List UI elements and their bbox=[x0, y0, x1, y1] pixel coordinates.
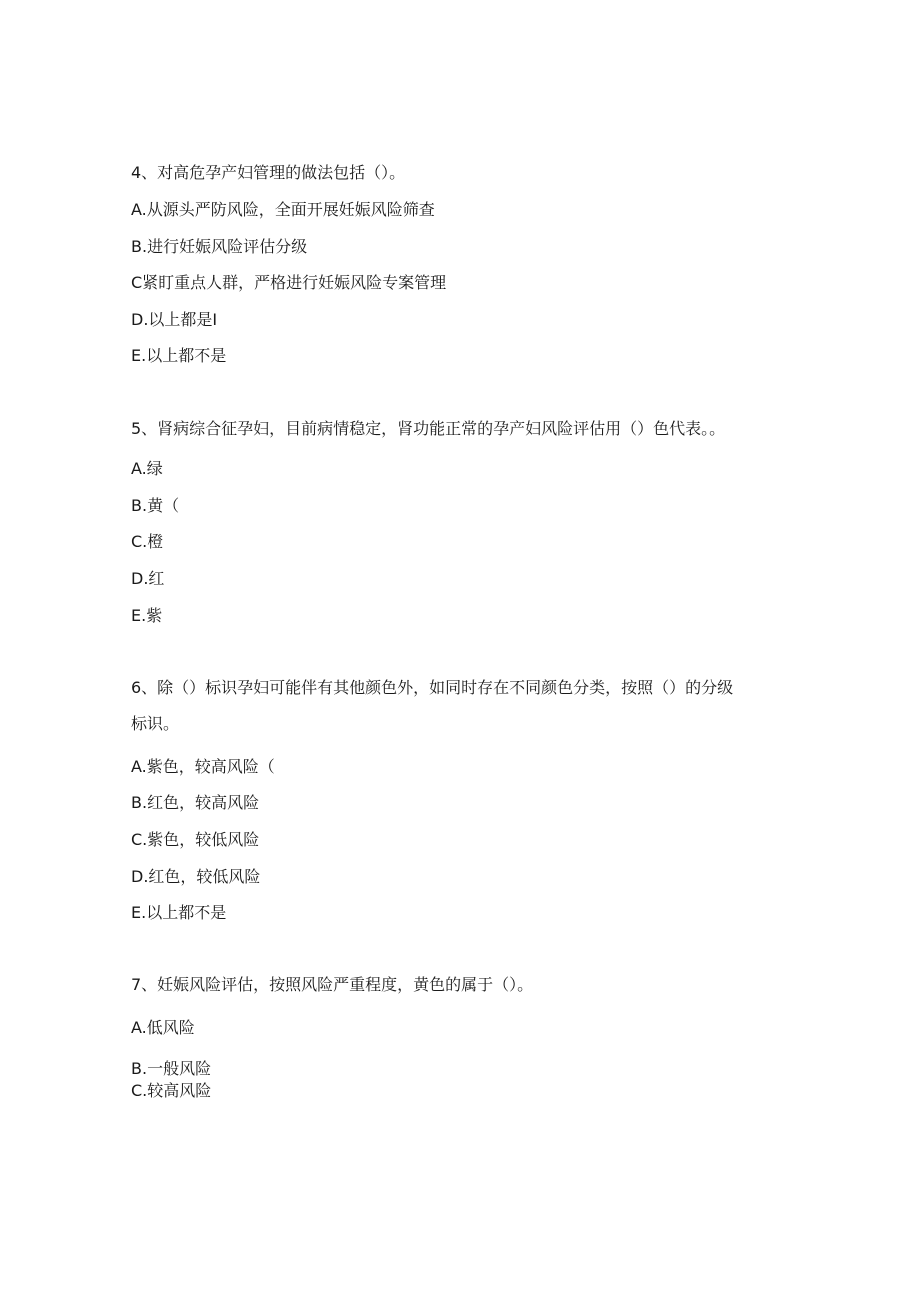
question-5-option-c: C.橙 bbox=[131, 532, 164, 551]
question-4-option-e: E.以上都不是 bbox=[131, 346, 227, 365]
question-6-option-d: D.红色，较低风险 bbox=[131, 867, 261, 886]
question-4-option-d: D.以上都是I bbox=[131, 310, 218, 329]
question-7-option-c: C.较高风险 bbox=[131, 1081, 212, 1100]
question-6-option-a: A.紫色，较高风险（ bbox=[131, 757, 275, 776]
question-7-stem: 7、妊娠风险评估，按照风险严重程度，黄色的属于（）。 bbox=[131, 975, 534, 994]
question-4-option-b: B.进行妊娠风险评估分级 bbox=[131, 237, 308, 256]
question-6-stem-line-1: 6、除（）标识孕妇可能伴有其他颜色外，如同时存在不同颜色分类，按照（）的分级 bbox=[131, 678, 734, 697]
question-6-option-b: B.红色，较高风险 bbox=[131, 793, 260, 812]
question-7-option-b: B.一般风险 bbox=[131, 1059, 212, 1078]
question-6-option-e: E.以上都不是 bbox=[131, 903, 227, 922]
question-5-option-e: E.紫 bbox=[131, 606, 163, 625]
question-5-option-b: B.黄（ bbox=[131, 496, 180, 515]
question-5-option-d: D.红 bbox=[131, 569, 165, 588]
question-4-stem: 4、对高危孕产妇管理的做法包括（）。 bbox=[131, 163, 406, 182]
question-5-stem: 5、肾病综合征孕妇，目前病情稳定，肾功能正常的孕产妇风险评估用（）色代表。。 bbox=[131, 419, 726, 438]
question-5-option-a: A.绿 bbox=[131, 459, 163, 478]
question-6-stem-line-2: 标识。 bbox=[131, 714, 180, 733]
question-6-option-c: C.紫色，较低风险 bbox=[131, 830, 260, 849]
question-4-option-a: A.从源头严防风险，全面开展妊娠风险筛查 bbox=[131, 200, 435, 219]
question-7-option-a: A.低风险 bbox=[131, 1018, 195, 1037]
question-4-option-c: C紧盯重点人群，严格进行妊娠风险专案管理 bbox=[131, 273, 447, 292]
